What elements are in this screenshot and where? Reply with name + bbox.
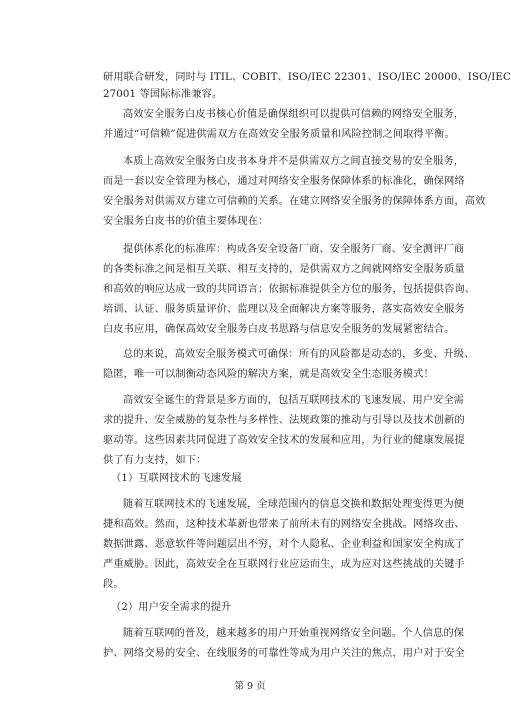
paragraph-summary (103, 345, 475, 385)
text-line: 驱动等。这些因素共同促进了高效安全技术的发展和应用，为行业的健康发展提 (103, 435, 465, 446)
text-line: 总的来说，高效安全服务模式可确保：所有的风险都是动态的，多变、升级、 (123, 349, 475, 360)
text-line: 本质上高效安全服务白皮书本身并不是供需双方之间直接交易的安全服务， (123, 156, 465, 167)
text-line: 安全服务白皮书的价值主要体现在： (103, 216, 269, 227)
text-line: 安全服务对供需双方建立可信赖的关系。在建立网络安全服务的保障体系方面，高效 (103, 196, 486, 207)
text-line: 高效安全服务白皮书核心价值是确保组织可以提供可信赖的网络安全服务， (123, 109, 465, 120)
paragraph-core-value (103, 105, 465, 145)
text-line: 和高效的响应达成一致的共同语言；依据标准提供全方位的服务，包括提供咨询、 (103, 284, 476, 295)
text-line: （1）互联网技术的飞速发展 (111, 473, 242, 484)
text-line: 的各类标准之间是相互关联、相互支持的，是供需双方之间就网络安全服务质量 (103, 264, 465, 275)
paragraph-user-demand (103, 624, 465, 664)
section-heading-1 (103, 469, 425, 489)
paragraph-internet-development (103, 495, 465, 595)
page-number: 第 9 页 (234, 681, 266, 692)
text-line: 白皮书应用，确保高效安全服务白皮书思路与信息安全服务的发展紧密结合。 (103, 324, 455, 335)
text-line: 求的提升、安全威胁的复杂性与多样性、法规政策的推动与引导以及技术创新的 (103, 415, 465, 426)
text-line: 而是一套以安全管理为核心，通过对网络安全服务保障体系的标准化，确保网络 (103, 176, 465, 187)
text-line: 随着互联网的普及，越来越多的用户开始重视网络安全问题。个人信息的保 (123, 628, 465, 639)
text-line: 隐匿，唯一可以制衡动态风险的解决方案，就是高效安全生态服务模式！ (103, 369, 434, 380)
paragraph-standard-library (103, 240, 476, 340)
text-line: 捷和高效。然而，这种技术革新也带来了前所未有的网络安全挑战。网络攻击、 (103, 519, 465, 530)
text-line: 提供体系化的标准库：构成各安全设备厂商、安全服务厂商、安全测评厂商 (123, 244, 465, 255)
text-line: 并通过“可信赖”促进供需双方在高效安全服务质量和风险控制之间取得平衡。 (103, 129, 455, 140)
text-line: 随着互联网技术的飞速发展，全球范围内的信息交换和数据处理变得更为便 (123, 499, 465, 510)
text-line: （2）用户安全需求的提升 (111, 602, 232, 613)
text-line: 严重威胁。因此，高效安全在互联网行业应运而生，成为应对这些挑战的关键手 (103, 559, 465, 570)
text-line: 27001 等国际标准兼容。 (103, 89, 223, 100)
text-line: 培训、认证、服务质量评价、监理以及全面解决方案等服务，落实高效安全服务 (103, 304, 465, 315)
paragraph-standards-compat (103, 69, 511, 103)
section-heading-2 (103, 598, 425, 618)
text-line: 护、网络交易的安全、在线服务的可靠性等成为用户关注的焦点，用户对于安全 (103, 648, 465, 659)
text-line: 供了有力支持，如下： (103, 455, 207, 466)
text-line: 研用联合研发，同时与 ITIL、COBIT、ISO/IEC 22301、ISO/IEC 20000、ISO/IEC (103, 72, 511, 83)
text-line: 段。 (103, 579, 124, 590)
text-line: 高效安全诞生的背景是多方面的，包括互联网技术的飞速发展、用户安全需 (123, 395, 465, 406)
text-line: 数据泄露、恶意软件等问题层出不穷，对个人隐私、企业利益和国家安全构成了 (103, 539, 465, 550)
paragraph-background (103, 391, 465, 471)
paragraph-essence (103, 152, 486, 232)
